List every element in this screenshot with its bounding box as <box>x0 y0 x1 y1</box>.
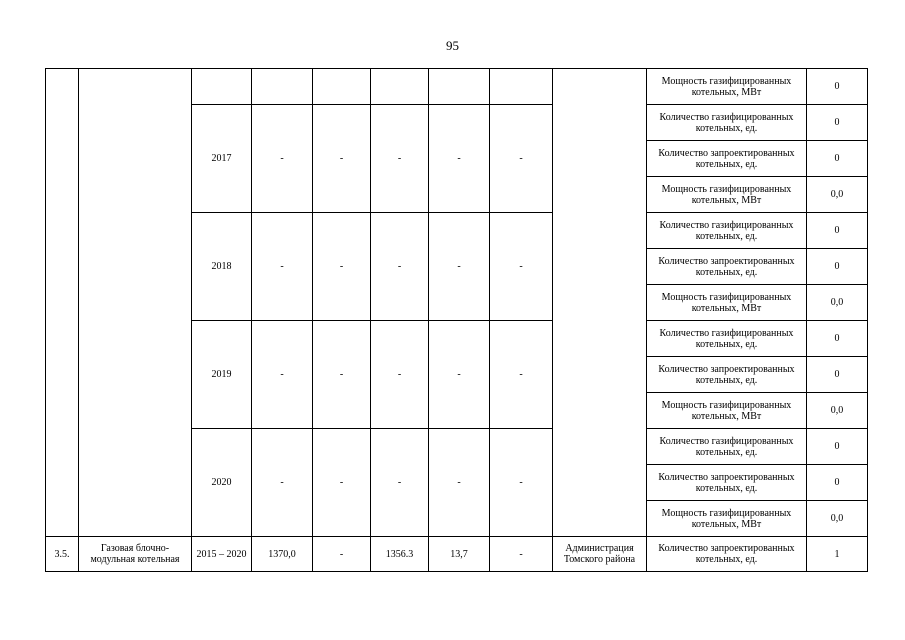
funding-cell: - <box>371 105 429 213</box>
number-cell <box>46 69 79 537</box>
program-table <box>45 68 868 572</box>
indicator-value: 0 <box>807 357 868 393</box>
table-row <box>46 69 868 105</box>
name-cell: Газовая блочно-модульная котельная <box>79 537 192 572</box>
year-cell: 2019 <box>192 321 252 429</box>
indicator-name: Количество запроектированных котельных, ед. <box>647 537 807 572</box>
indicator-value: 1 <box>807 537 868 572</box>
number-cell: 3.5. <box>46 537 79 572</box>
indicator-value: 0 <box>807 249 868 285</box>
indicator-value: 0 <box>807 69 868 105</box>
funding-cell: - <box>429 213 490 321</box>
indicator-value: 0 <box>807 213 868 249</box>
funding-cell: - <box>429 429 490 537</box>
funding-cell: - <box>490 321 553 429</box>
funding-cell <box>252 69 313 105</box>
page-number: 95 <box>446 38 459 53</box>
funding-cell: - <box>371 321 429 429</box>
funding-cell: - <box>371 429 429 537</box>
indicator-value: 0,0 <box>807 393 868 429</box>
indicator-name: Количество запроектированных котельных, ед. <box>647 249 807 285</box>
indicator-value: 0,0 <box>807 285 868 321</box>
funding-cell <box>429 69 490 105</box>
funding-cell <box>313 69 371 105</box>
funding-cell: - <box>490 429 553 537</box>
funding-cell: - <box>429 321 490 429</box>
funding-cell: 1356.3 <box>371 537 429 572</box>
table-row <box>46 537 868 572</box>
indicator-value: 0 <box>807 141 868 177</box>
indicator-name: Мощность газифицированных котельных, МВт <box>647 501 807 537</box>
funding-cell <box>371 69 429 105</box>
indicator-value: 0,0 <box>807 177 868 213</box>
funding-cell: - <box>313 537 371 572</box>
executor-cell <box>553 69 647 537</box>
indicator-value: 0,0 <box>807 501 868 537</box>
year-cell <box>192 69 252 105</box>
indicator-name: Количество запроектированных котельных, ед. <box>647 465 807 501</box>
funding-cell: - <box>429 105 490 213</box>
indicator-value: 0 <box>807 429 868 465</box>
indicator-value: 0 <box>807 105 868 141</box>
indicator-name: Количество газифицированных котельных, ед. <box>647 105 807 141</box>
indicator-value: 0 <box>807 465 868 501</box>
indicator-name: Мощность газифицированных котельных, МВт <box>647 285 807 321</box>
funding-cell: - <box>371 213 429 321</box>
indicator-name: Мощность газифицированных котельных, МВт <box>647 177 807 213</box>
funding-cell: - <box>490 105 553 213</box>
funding-cell: - <box>252 321 313 429</box>
funding-cell: - <box>252 429 313 537</box>
funding-cell: - <box>252 213 313 321</box>
table-body <box>46 69 868 572</box>
year-cell: 2018 <box>192 213 252 321</box>
funding-cell: 13,7 <box>429 537 490 572</box>
funding-cell <box>490 69 553 105</box>
funding-cell: - <box>313 429 371 537</box>
period-cell: 2015 – 2020 <box>192 537 252 572</box>
funding-cell: - <box>490 537 553 572</box>
indicator-name: Мощность газифицированных котельных, МВт <box>647 393 807 429</box>
indicator-name: Количество запроектированных котельных, ед. <box>647 357 807 393</box>
year-cell: 2017 <box>192 105 252 213</box>
indicator-name: Количество газифицированных котельных, ед. <box>647 213 807 249</box>
executor-cell: Администрация Томского района <box>553 537 647 572</box>
funding-cell: - <box>252 105 313 213</box>
indicator-name: Мощность газифицированных котельных, МВт <box>647 69 807 105</box>
name-cell <box>79 69 192 537</box>
indicator-name: Количество запроектированных котельных, ед. <box>647 141 807 177</box>
funding-cell: - <box>490 213 553 321</box>
indicator-name: Количество газифицированных котельных, ед. <box>647 429 807 465</box>
funding-cell: - <box>313 213 371 321</box>
funding-cell: 1370,0 <box>252 537 313 572</box>
funding-cell: - <box>313 321 371 429</box>
year-cell: 2020 <box>192 429 252 537</box>
indicator-value: 0 <box>807 321 868 357</box>
indicator-name: Количество газифицированных котельных, ед. <box>647 321 807 357</box>
funding-cell: - <box>313 105 371 213</box>
